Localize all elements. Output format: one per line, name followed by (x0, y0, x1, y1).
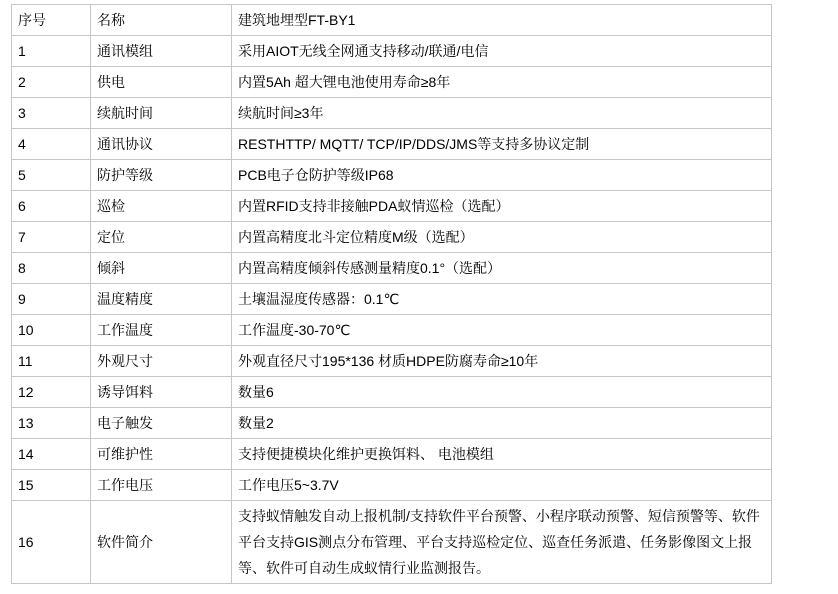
row-number-cell: 8 (12, 253, 91, 284)
row-desc-cell: 内置高精度倾斜传感测量精度0.1°（选配） (232, 253, 772, 284)
row-desc-cell: PCB电子仓防护等级IP68 (232, 160, 772, 191)
table-header-row (12, 5, 772, 36)
row-name-cell: 供电 (91, 67, 232, 98)
row-number-cell: 2 (12, 67, 91, 98)
product-spec-table (11, 4, 772, 584)
row-name-cell: 定位 (91, 222, 232, 253)
row-number-cell: 15 (12, 470, 91, 501)
row-desc-cell: 续航时间≥3年 (232, 98, 772, 129)
table-row (12, 253, 772, 284)
row-number-cell: 16 (12, 501, 91, 584)
row-name-cell: 诱导饵料 (91, 377, 232, 408)
row-desc-cell: 采用AIOT无线全网通支持移动/联通/电信 (232, 36, 772, 67)
row-number-cell: 10 (12, 315, 91, 346)
table-row (12, 439, 772, 470)
row-desc-cell: RESTHTTP/ MQTT/ TCP/IP/DDS/JMS等支持多协议定制 (232, 129, 772, 160)
table-row (12, 501, 772, 584)
row-name-cell: 温度精度 (91, 284, 232, 315)
table-row (12, 160, 772, 191)
row-desc-cell: 工作电压5~3.7V (232, 470, 772, 501)
row-desc-cell: 工作温度-30-70℃ (232, 315, 772, 346)
row-desc-cell: 数量6 (232, 377, 772, 408)
header-name-cell: 名称 (91, 5, 232, 36)
row-desc-cell: 支持便捷模块化维护更换饵料、 电池模组 (232, 439, 772, 470)
header-number-cell: 序号 (12, 5, 91, 36)
table-row (12, 346, 772, 377)
row-number-cell: 13 (12, 408, 91, 439)
row-desc-cell: 外观直径尺寸195*136 材质HDPE防腐寿命≥10年 (232, 346, 772, 377)
row-name-cell: 外观尺寸 (91, 346, 232, 377)
row-name-cell: 巡检 (91, 191, 232, 222)
row-number-cell: 11 (12, 346, 91, 377)
table-row (12, 470, 772, 501)
row-name-cell: 防护等级 (91, 160, 232, 191)
table-row (12, 284, 772, 315)
row-name-cell: 通讯模组 (91, 36, 232, 67)
table-row (12, 191, 772, 222)
table-row (12, 98, 772, 129)
table-row (12, 129, 772, 160)
row-name-cell: 通讯协议 (91, 129, 232, 160)
row-name-cell: 工作电压 (91, 470, 232, 501)
row-number-cell: 12 (12, 377, 91, 408)
row-desc-cell: 内置RFID支持非接触PDA蚁情巡检（选配） (232, 191, 772, 222)
row-desc-cell: 内置5Ah 超大锂电池使用寿命≥8年 (232, 67, 772, 98)
row-name-cell: 续航时间 (91, 98, 232, 129)
row-number-cell: 3 (12, 98, 91, 129)
header-model-cell: 建筑地埋型FT-BY1 (232, 5, 772, 36)
spec-table-body (12, 5, 772, 584)
row-desc-cell: 土壤温湿度传感器：0.1℃ (232, 284, 772, 315)
row-name-cell: 电子触发 (91, 408, 232, 439)
row-number-cell: 14 (12, 439, 91, 470)
row-name-cell: 可维护性 (91, 439, 232, 470)
table-row (12, 36, 772, 67)
row-desc-cell: 支持蚁情触发自动上报机制/支持软件平台预警、小程序联动预警、短信预警等、软件平台支持GIS测点分布管理、平台支持巡检定位、巡查任务派遣、任务影像图文上报等、软件可自动生成蚁情行业监测报告。 (232, 501, 772, 584)
table-row (12, 222, 772, 253)
row-number-cell: 5 (12, 160, 91, 191)
row-number-cell: 6 (12, 191, 91, 222)
row-desc-cell: 数量2 (232, 408, 772, 439)
table-row (12, 377, 772, 408)
row-number-cell: 7 (12, 222, 91, 253)
row-desc-cell: 内置高精度北斗定位精度M级（选配） (232, 222, 772, 253)
row-name-cell: 工作温度 (91, 315, 232, 346)
row-number-cell: 1 (12, 36, 91, 67)
table-row (12, 315, 772, 346)
row-name-cell: 软件简介 (91, 501, 232, 584)
row-name-cell: 倾斜 (91, 253, 232, 284)
row-number-cell: 9 (12, 284, 91, 315)
row-number-cell: 4 (12, 129, 91, 160)
table-row (12, 67, 772, 98)
table-row (12, 408, 772, 439)
